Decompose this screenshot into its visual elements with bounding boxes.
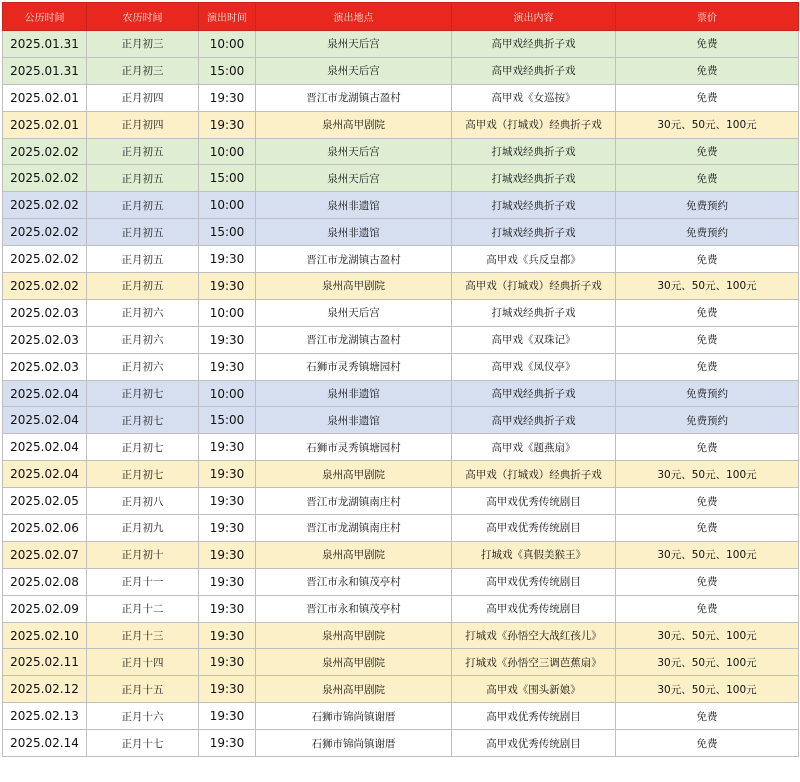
cell-lunar-date: 正月初六 <box>87 299 199 326</box>
cell-venue: 泉州非遗馆 <box>256 380 452 407</box>
cell-show-time: 19:30 <box>199 353 256 380</box>
cell-venue: 泉州天后宫 <box>256 299 452 326</box>
table-row <box>3 568 799 595</box>
cell-venue: 泉州高甲剧院 <box>256 676 452 703</box>
cell-price: 30元、50元、100元 <box>616 541 799 568</box>
cell-price: 免费 <box>616 703 799 730</box>
cell-price: 免费 <box>616 57 799 84</box>
table-row <box>3 730 799 757</box>
header-show-time: 演出时间 <box>199 3 256 31</box>
cell-show-time: 19:30 <box>199 488 256 515</box>
cell-lunar-date: 正月初四 <box>87 84 199 111</box>
header-program: 演出内容 <box>452 3 616 31</box>
cell-show-time: 19:30 <box>199 326 256 353</box>
cell-gregorian-date: 2025.02.11 <box>3 649 87 676</box>
cell-gregorian-date: 2025.02.03 <box>3 326 87 353</box>
cell-show-time: 19:30 <box>199 541 256 568</box>
cell-program: 高甲戏经典折子戏 <box>452 31 616 58</box>
cell-show-time: 15:00 <box>199 219 256 246</box>
cell-program: 打城戏经典折子戏 <box>452 138 616 165</box>
cell-gregorian-date: 2025.02.02 <box>3 192 87 219</box>
cell-gregorian-date: 2025.02.04 <box>3 380 87 407</box>
cell-venue: 晋江市龙湖镇古盈村 <box>256 246 452 273</box>
cell-program: 打城戏经典折子戏 <box>452 192 616 219</box>
cell-price: 30元、50元、100元 <box>616 461 799 488</box>
cell-gregorian-date: 2025.02.14 <box>3 730 87 757</box>
cell-gregorian-date: 2025.02.04 <box>3 407 87 434</box>
cell-price: 30元、50元、100元 <box>616 622 799 649</box>
table-row <box>3 57 799 84</box>
cell-venue: 石狮市锦尚镇谢厝 <box>256 730 452 757</box>
cell-lunar-date: 正月十五 <box>87 676 199 703</box>
cell-gregorian-date: 2025.02.13 <box>3 703 87 730</box>
cell-price: 免费 <box>616 595 799 622</box>
cell-price: 免费 <box>616 488 799 515</box>
cell-lunar-date: 正月初五 <box>87 273 199 300</box>
cell-show-time: 19:30 <box>199 730 256 757</box>
table-row <box>3 273 799 300</box>
cell-price: 免费 <box>616 515 799 542</box>
table-row <box>3 461 799 488</box>
cell-venue: 石狮市灵秀镇塘园村 <box>256 353 452 380</box>
cell-venue: 泉州非遗馆 <box>256 407 452 434</box>
cell-lunar-date: 正月初三 <box>87 31 199 58</box>
table-row <box>3 541 799 568</box>
header-gregorian-date: 公历时间 <box>3 3 87 31</box>
cell-price: 免费 <box>616 84 799 111</box>
cell-venue: 泉州高甲剧院 <box>256 111 452 138</box>
cell-gregorian-date: 2025.02.05 <box>3 488 87 515</box>
cell-show-time: 19:30 <box>199 434 256 461</box>
cell-lunar-date: 正月十七 <box>87 730 199 757</box>
cell-gregorian-date: 2025.02.04 <box>3 461 87 488</box>
cell-venue: 晋江市龙湖镇古盈村 <box>256 326 452 353</box>
cell-program: 打城戏《孙悟空三调芭蕉扇》 <box>452 649 616 676</box>
header-row <box>3 3 799 31</box>
cell-program: 高甲戏（打城戏）经典折子戏 <box>452 461 616 488</box>
cell-gregorian-date: 2025.02.01 <box>3 111 87 138</box>
cell-gregorian-date: 2025.02.03 <box>3 353 87 380</box>
table-row <box>3 407 799 434</box>
cell-lunar-date: 正月十二 <box>87 595 199 622</box>
cell-venue: 泉州天后宫 <box>256 57 452 84</box>
table-row <box>3 676 799 703</box>
cell-venue: 晋江市龙湖镇南庄村 <box>256 488 452 515</box>
cell-gregorian-date: 2025.02.06 <box>3 515 87 542</box>
cell-program: 打城戏经典折子戏 <box>452 299 616 326</box>
cell-program: 高甲戏优秀传统剧目 <box>452 568 616 595</box>
cell-venue: 泉州非遗馆 <box>256 219 452 246</box>
header-venue: 演出地点 <box>256 3 452 31</box>
cell-price: 免费 <box>616 165 799 192</box>
cell-program: 高甲戏《凤仪亭》 <box>452 353 616 380</box>
cell-show-time: 19:30 <box>199 273 256 300</box>
cell-show-time: 10:00 <box>199 192 256 219</box>
cell-program: 高甲戏优秀传统剧目 <box>452 595 616 622</box>
cell-price: 免费预约 <box>616 407 799 434</box>
cell-show-time: 19:30 <box>199 622 256 649</box>
cell-price: 免费 <box>616 246 799 273</box>
cell-show-time: 10:00 <box>199 138 256 165</box>
cell-price: 30元、50元、100元 <box>616 676 799 703</box>
table-row <box>3 649 799 676</box>
cell-show-time: 19:30 <box>199 703 256 730</box>
cell-lunar-date: 正月初五 <box>87 219 199 246</box>
cell-venue: 泉州天后宫 <box>256 165 452 192</box>
table-row <box>3 299 799 326</box>
cell-program: 高甲戏（打城戏）经典折子戏 <box>452 111 616 138</box>
cell-gregorian-date: 2025.02.09 <box>3 595 87 622</box>
cell-show-time: 19:30 <box>199 568 256 595</box>
schedule-table <box>2 2 799 757</box>
cell-lunar-date: 正月初六 <box>87 326 199 353</box>
cell-lunar-date: 正月十三 <box>87 622 199 649</box>
cell-price: 免费预约 <box>616 192 799 219</box>
cell-gregorian-date: 2025.02.12 <box>3 676 87 703</box>
cell-program: 高甲戏《围头新娘》 <box>452 676 616 703</box>
cell-venue: 泉州非遗馆 <box>256 192 452 219</box>
cell-price: 免费 <box>616 326 799 353</box>
cell-lunar-date: 正月初五 <box>87 246 199 273</box>
cell-venue: 石狮市灵秀镇塘园村 <box>256 434 452 461</box>
cell-lunar-date: 正月初七 <box>87 407 199 434</box>
cell-gregorian-date: 2025.02.02 <box>3 165 87 192</box>
cell-program: 高甲戏《题燕扇》 <box>452 434 616 461</box>
cell-venue: 晋江市永和镇茂亭村 <box>256 568 452 595</box>
cell-show-time: 19:30 <box>199 84 256 111</box>
cell-program: 打城戏经典折子戏 <box>452 219 616 246</box>
cell-gregorian-date: 2025.02.07 <box>3 541 87 568</box>
cell-gregorian-date: 2025.02.02 <box>3 246 87 273</box>
cell-price: 免费 <box>616 353 799 380</box>
cell-program: 打城戏《孙悟空大战红孩儿》 <box>452 622 616 649</box>
cell-show-time: 19:30 <box>199 649 256 676</box>
cell-show-time: 19:30 <box>199 676 256 703</box>
cell-program: 高甲戏优秀传统剧目 <box>452 703 616 730</box>
table-row <box>3 84 799 111</box>
cell-lunar-date: 正月初八 <box>87 488 199 515</box>
header-lunar-date: 农历时间 <box>87 3 199 31</box>
table-row <box>3 138 799 165</box>
table-row <box>3 622 799 649</box>
cell-program: 高甲戏经典折子戏 <box>452 380 616 407</box>
cell-show-time: 19:30 <box>199 111 256 138</box>
cell-price: 30元、50元、100元 <box>616 111 799 138</box>
cell-program: 高甲戏优秀传统剧目 <box>452 515 616 542</box>
cell-venue: 晋江市龙湖镇南庄村 <box>256 515 452 542</box>
table-row <box>3 595 799 622</box>
cell-gregorian-date: 2025.01.31 <box>3 31 87 58</box>
cell-venue: 泉州高甲剧院 <box>256 461 452 488</box>
table-row <box>3 515 799 542</box>
cell-program: 高甲戏经典折子戏 <box>452 407 616 434</box>
table-row <box>3 326 799 353</box>
cell-show-time: 19:30 <box>199 461 256 488</box>
cell-lunar-date: 正月初十 <box>87 541 199 568</box>
cell-price: 免费 <box>616 138 799 165</box>
cell-gregorian-date: 2025.02.02 <box>3 273 87 300</box>
cell-gregorian-date: 2025.02.01 <box>3 84 87 111</box>
cell-show-time: 15:00 <box>199 165 256 192</box>
table-row <box>3 111 799 138</box>
cell-price: 30元、50元、100元 <box>616 649 799 676</box>
cell-gregorian-date: 2025.02.02 <box>3 138 87 165</box>
cell-lunar-date: 正月初五 <box>87 165 199 192</box>
cell-lunar-date: 正月初五 <box>87 192 199 219</box>
cell-program: 高甲戏优秀传统剧目 <box>452 730 616 757</box>
cell-program: 高甲戏《女巡按》 <box>452 84 616 111</box>
cell-program: 高甲戏优秀传统剧目 <box>452 488 616 515</box>
cell-program: 高甲戏《兵反皇都》 <box>452 246 616 273</box>
cell-show-time: 15:00 <box>199 407 256 434</box>
cell-lunar-date: 正月初五 <box>87 138 199 165</box>
cell-price: 免费 <box>616 299 799 326</box>
cell-venue: 泉州天后宫 <box>256 138 452 165</box>
cell-show-time: 19:30 <box>199 515 256 542</box>
table-row <box>3 353 799 380</box>
table-row <box>3 246 799 273</box>
cell-program: 高甲戏《双珠记》 <box>452 326 616 353</box>
table-row <box>3 192 799 219</box>
cell-lunar-date: 正月初七 <box>87 380 199 407</box>
cell-venue: 泉州高甲剧院 <box>256 541 452 568</box>
table-row <box>3 488 799 515</box>
cell-lunar-date: 正月十六 <box>87 703 199 730</box>
cell-gregorian-date: 2025.02.08 <box>3 568 87 595</box>
cell-lunar-date: 正月初三 <box>87 57 199 84</box>
cell-show-time: 10:00 <box>199 299 256 326</box>
cell-venue: 泉州天后宫 <box>256 31 452 58</box>
cell-show-time: 15:00 <box>199 57 256 84</box>
cell-gregorian-date: 2025.02.03 <box>3 299 87 326</box>
table-row <box>3 219 799 246</box>
table-row <box>3 165 799 192</box>
header-price: 票价 <box>616 3 799 31</box>
cell-lunar-date: 正月初七 <box>87 434 199 461</box>
table-row <box>3 434 799 461</box>
cell-price: 免费 <box>616 434 799 461</box>
cell-program: 高甲戏经典折子戏 <box>452 57 616 84</box>
cell-show-time: 19:30 <box>199 246 256 273</box>
table-row <box>3 31 799 58</box>
cell-program: 高甲戏（打城戏）经典折子戏 <box>452 273 616 300</box>
cell-venue: 晋江市永和镇茂亭村 <box>256 595 452 622</box>
cell-show-time: 10:00 <box>199 31 256 58</box>
cell-venue: 泉州高甲剧院 <box>256 273 452 300</box>
cell-venue: 泉州高甲剧院 <box>256 622 452 649</box>
cell-gregorian-date: 2025.02.02 <box>3 219 87 246</box>
cell-show-time: 19:30 <box>199 595 256 622</box>
cell-price: 30元、50元、100元 <box>616 273 799 300</box>
cell-lunar-date: 正月初九 <box>87 515 199 542</box>
cell-price: 免费 <box>616 730 799 757</box>
cell-lunar-date: 正月初六 <box>87 353 199 380</box>
cell-show-time: 10:00 <box>199 380 256 407</box>
cell-price: 免费 <box>616 31 799 58</box>
cell-gregorian-date: 2025.01.31 <box>3 57 87 84</box>
cell-lunar-date: 正月初四 <box>87 111 199 138</box>
cell-lunar-date: 正月十四 <box>87 649 199 676</box>
cell-price: 免费预约 <box>616 219 799 246</box>
cell-venue: 石狮市锦尚镇谢厝 <box>256 703 452 730</box>
cell-price: 免费 <box>616 568 799 595</box>
cell-venue: 泉州高甲剧院 <box>256 649 452 676</box>
cell-program: 打城戏《真假美猴王》 <box>452 541 616 568</box>
cell-lunar-date: 正月十一 <box>87 568 199 595</box>
cell-gregorian-date: 2025.02.10 <box>3 622 87 649</box>
table-row <box>3 380 799 407</box>
cell-gregorian-date: 2025.02.04 <box>3 434 87 461</box>
cell-price: 免费预约 <box>616 380 799 407</box>
cell-lunar-date: 正月初七 <box>87 461 199 488</box>
cell-program: 打城戏经典折子戏 <box>452 165 616 192</box>
table-row <box>3 703 799 730</box>
cell-venue: 晋江市龙湖镇古盈村 <box>256 84 452 111</box>
